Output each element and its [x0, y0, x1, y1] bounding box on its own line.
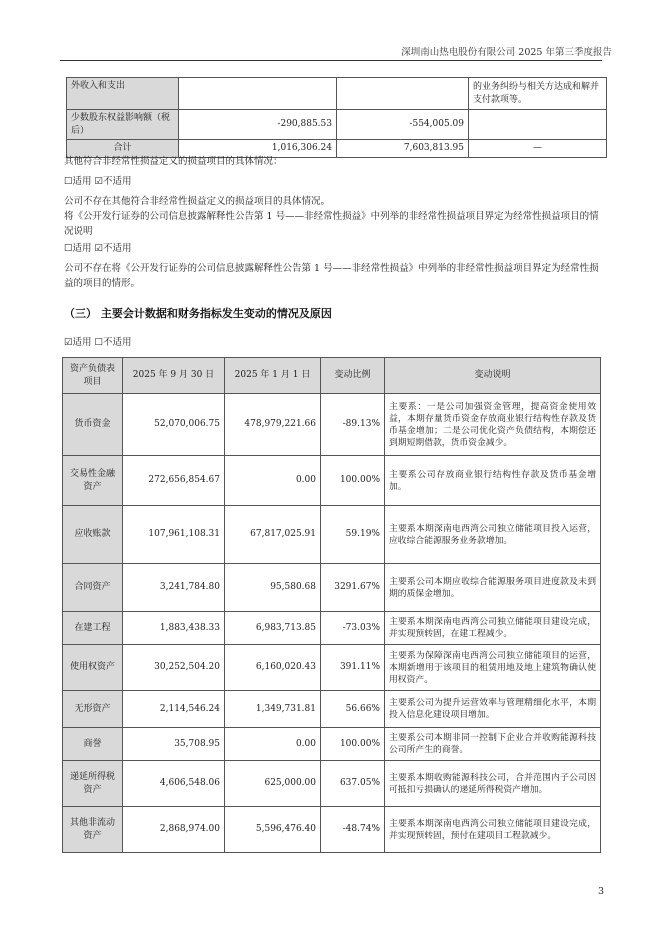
paragraph: 公司不存在将《公开发行证券的公司信息披露解释性公告第 1 号——非经常性损益》中列举的非经常性损益项目界定为经常性损益的项目的情形。	[64, 263, 599, 289]
row-item: 递延所得税资产	[63, 761, 123, 807]
cell-value: 1,883,438.33	[123, 612, 225, 645]
cell-value: 1,349,731.81	[225, 691, 321, 728]
cell-pct: 100.00%	[321, 456, 385, 506]
applicability-checkbox: ☑适用 ☐不适用	[64, 337, 132, 348]
row-item: 其他非流动资产	[63, 807, 123, 853]
header-divider	[60, 60, 602, 61]
column-header: 变动比例	[321, 358, 385, 394]
table-row	[63, 761, 601, 807]
cell-pct: 56.66%	[321, 691, 385, 728]
table-row	[63, 506, 601, 564]
cell-value: 35,708.95	[123, 728, 225, 761]
table-row	[63, 456, 601, 506]
cell-note	[469, 110, 607, 140]
cell-value: 2,868,974.00	[123, 807, 225, 853]
paragraph: 将《公开发行证券的公司信息披露解释性公告第 1 号——非经常性损益》中列举的非经常性损益项目界定为经常性损益项目的情况说明	[64, 211, 599, 237]
cell-value: 0.00	[225, 728, 321, 761]
cell-desc: 主要系公司本期应收综合能源服务项目进度款及未到期的质保金增加。	[385, 564, 601, 612]
cell-value: 6,983,713.85	[225, 612, 321, 645]
cell-desc: 主要系公司存放商业银行结构性存款及货币基金增加。	[385, 456, 601, 506]
cell-note: —	[469, 140, 607, 158]
table-row	[67, 110, 607, 140]
cell-value: 5,596,476.40	[225, 807, 321, 853]
cell-desc: 主要系本期收购能源科技公司，合并范围内子公司因可抵扣亏损确认的递延所得税资产增加。	[385, 761, 601, 807]
paragraph: 公司不存在其他符合非经常性损益定义的损益项目的具体情况。	[64, 196, 331, 207]
row-item: 合同资产	[63, 564, 123, 612]
cell-pct: -48.74%	[321, 807, 385, 853]
cell-value: 4,606,548.06	[123, 761, 225, 807]
table-row	[63, 728, 601, 761]
applicability-checkbox: ☐适用 ☑不适用	[64, 176, 132, 187]
cell-value: -290,885.53	[179, 110, 337, 140]
cell-pct: 100.00%	[321, 728, 385, 761]
cell-desc: 主要系本期深南电西湾公司独立储能项目投入运营，应收综合能源服务业务款增加。	[385, 506, 601, 564]
cell-value: 2,114,546.24	[123, 691, 225, 728]
table-header-row	[63, 358, 601, 394]
applicability-checkbox: ☐适用 ☑不适用	[64, 243, 132, 254]
cell-desc: 主要系本期深南电西湾公司独立储能项目建设完成，并实现预转固，预付在建项目工程款减少。	[385, 807, 601, 853]
table-row	[63, 691, 601, 728]
paragraph: 其他符合非经常性损益定义的损益项目的具体情况：	[64, 156, 283, 167]
section-heading: （三） 主要会计数据和财务指标发生变动的情况及原因	[64, 307, 332, 320]
column-header: 2025 年 1 月 1 日	[225, 358, 321, 394]
row-item: 应收账款	[63, 506, 123, 564]
row-label: 合计	[67, 140, 179, 158]
table-row	[63, 612, 601, 645]
cell-desc: 主要系为保障深南电西湾公司独立储能项目的运营，本期新增用于该项目的租赁用地及地上建筑物确认使用权资产。	[385, 645, 601, 691]
cell-desc: 主要系公司为提升运营效率与管理精细化水平，本期投入信息化建设项目增加。	[385, 691, 601, 728]
cell-value: 7,603,813.95	[337, 140, 469, 158]
column-header: 资产负债表项目	[63, 358, 123, 394]
row-label: 少数股东权益影响额（税后）	[67, 110, 179, 140]
cell-value	[337, 78, 469, 110]
cell-value: 95,580.68	[225, 564, 321, 612]
cell-value: 625,000.00	[225, 761, 321, 807]
cell-pct: 391.11%	[321, 645, 385, 691]
row-label: 外收入和支出	[67, 78, 179, 110]
cell-value: 6,160,020.43	[225, 645, 321, 691]
table-row	[63, 807, 601, 853]
cell-value: 272,656,854.67	[123, 456, 225, 506]
table-row	[63, 645, 601, 691]
page-number: 3	[597, 886, 604, 897]
cell-pct: 59.19%	[321, 506, 385, 564]
row-item: 商誉	[63, 728, 123, 761]
cell-value: 52,070,006.75	[123, 394, 225, 456]
balance-sheet-changes-table	[62, 357, 601, 853]
cell-value: 478,979,221.66	[225, 394, 321, 456]
cell-desc: 主要系本期深南电西湾公司独立储能项目建设完成，并实现预转固，在建工程减少。	[385, 612, 601, 645]
cell-desc: 主要系：一是公司加强资金管理，提高资金使用效益，本期存量货币资金存放商业银行结构性存款及货币基金增加；二是公司优化资产负债结构，本期偿还到期短期借款，货币资金减少。	[385, 394, 601, 456]
row-item: 货币资金	[63, 394, 123, 456]
cell-value: 1,016,306.24	[179, 140, 337, 158]
cell-value: 67,817,025.91	[225, 506, 321, 564]
cell-desc: 主要系公司本期非同一控制下企业合并收购能源科技公司所产生的商誉。	[385, 728, 601, 761]
row-item: 无形资产	[63, 691, 123, 728]
cell-value	[179, 78, 337, 110]
row-item: 交易性金融资产	[63, 456, 123, 506]
table-row	[67, 78, 607, 110]
cell-value: 107,961,108.31	[123, 506, 225, 564]
cell-value: 30,252,504.20	[123, 645, 225, 691]
cell-pct: 637.05%	[321, 761, 385, 807]
cell-value: 0.00	[225, 456, 321, 506]
page-header-title: 深圳南山热电股份有限公司 2025 年第三季度报告	[401, 47, 612, 58]
cell-pct: -73.03%	[321, 612, 385, 645]
column-header: 变动说明	[385, 358, 601, 394]
row-item: 使用权资产	[63, 645, 123, 691]
cell-value: -554,005.09	[337, 110, 469, 140]
cell-value: 3,241,784.80	[123, 564, 225, 612]
cell-note: 的业务纠纷与相关方达成和解并支付款项等。	[469, 78, 607, 110]
cell-pct: -89.13%	[321, 394, 385, 456]
row-item: 在建工程	[63, 612, 123, 645]
column-header: 2025 年 9 月 30 日	[123, 358, 225, 394]
cell-pct: 3291.67%	[321, 564, 385, 612]
nonrecurring-table	[66, 77, 607, 158]
table-row	[63, 564, 601, 612]
table-row	[63, 394, 601, 456]
